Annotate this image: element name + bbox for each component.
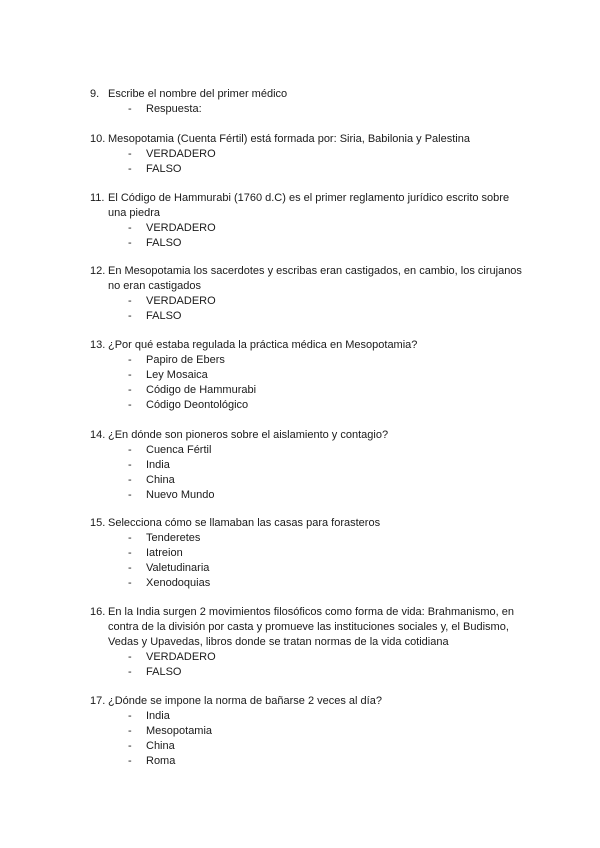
question-14 xyxy=(90,428,530,503)
question-number: 15. xyxy=(90,517,106,529)
option-text: VERDADERO xyxy=(146,222,216,234)
option-text: VERDADERO xyxy=(146,651,216,663)
question-17 xyxy=(90,694,530,769)
option-text: China xyxy=(146,740,175,752)
question-text-continued: una piedra xyxy=(108,207,160,219)
option-text: India xyxy=(146,459,170,471)
question-11 xyxy=(90,191,530,251)
bullet-dash: - xyxy=(128,369,132,381)
question-text: En la India surgen 2 movimientos filosóficos como forma de vida: Brahmanismo, en xyxy=(108,606,514,618)
bullet-dash: - xyxy=(128,222,132,234)
bullet-dash: - xyxy=(128,399,132,411)
bullet-dash: - xyxy=(128,651,132,663)
option-text: VERDADERO xyxy=(146,295,216,307)
question-text: ¿En dónde son pioneros sobre el aislamiento y contagio? xyxy=(108,429,389,441)
option xyxy=(90,724,530,739)
bullet-dash: - xyxy=(128,163,132,175)
question-12 xyxy=(90,264,530,324)
option xyxy=(90,353,530,368)
option xyxy=(90,443,530,458)
option xyxy=(90,383,530,398)
option xyxy=(90,368,530,383)
option-text: Código de Hammurabi xyxy=(146,384,257,396)
question-number: 14. xyxy=(90,429,106,441)
bullet-dash: - xyxy=(128,354,132,366)
bullet-dash: - xyxy=(128,547,132,559)
option xyxy=(90,739,530,754)
option xyxy=(90,650,530,665)
option-text: Nuevo Mundo xyxy=(146,489,215,501)
bullet-dash: - xyxy=(128,666,132,678)
option xyxy=(90,561,530,576)
question-text: Selecciona cómo se llamaban las casas para forasteros xyxy=(108,517,381,529)
question-number: 17. xyxy=(90,695,106,707)
option-text: Papiro de Ebers xyxy=(146,354,225,366)
bullet-dash: - xyxy=(128,295,132,307)
question-number: 10. xyxy=(90,133,106,145)
option-text: Xenodoquias xyxy=(146,577,211,589)
question-9 xyxy=(90,87,530,117)
option xyxy=(90,576,530,591)
bullet-dash: - xyxy=(128,740,132,752)
bullet-dash: - xyxy=(128,474,132,486)
question-10 xyxy=(90,132,530,177)
option-text: Ley Mosaica xyxy=(146,369,208,381)
question-text: El Código de Hammurabi (1760 d.C) es el primer reglamento jurídico escrito sobre xyxy=(108,192,510,204)
question-number: 12. xyxy=(90,265,106,277)
option xyxy=(90,709,530,724)
option-text: FALSO xyxy=(146,310,182,322)
bullet-dash: - xyxy=(128,489,132,501)
option xyxy=(90,531,530,546)
bullet-dash: - xyxy=(128,577,132,589)
question-number: 9. xyxy=(90,88,100,100)
option-text: Cuenca Fértil xyxy=(146,444,212,456)
question-13 xyxy=(90,338,530,413)
option xyxy=(90,294,530,309)
question-16 xyxy=(90,605,530,680)
question-text-continued: contra de la división por casta y promueve las instituciones sociales y, el Budismo, xyxy=(108,621,509,633)
option xyxy=(90,473,530,488)
option xyxy=(90,309,530,324)
question-15 xyxy=(90,516,530,591)
option-text: Roma xyxy=(146,755,176,767)
option-text: Iatreion xyxy=(146,547,183,559)
option-text: Código Deontológico xyxy=(146,399,249,411)
question-text: Escribe el nombre del primer médico xyxy=(108,88,288,100)
option-text: Respuesta: xyxy=(146,103,202,115)
question-number: 11. xyxy=(90,192,105,204)
option xyxy=(90,665,530,680)
bullet-dash: - xyxy=(128,444,132,456)
option xyxy=(90,458,530,473)
question-text-continued: no eran castigados xyxy=(108,280,201,292)
bullet-dash: - xyxy=(128,459,132,471)
bullet-dash: - xyxy=(128,310,132,322)
bullet-dash: - xyxy=(128,562,132,574)
option xyxy=(90,546,530,561)
bullet-dash: - xyxy=(128,103,132,115)
option xyxy=(90,221,530,236)
question-text: Mesopotamia (Cuenta Fértil) está formada por: Siria, Babilonia y Palestina xyxy=(108,133,470,145)
option-text: FALSO xyxy=(146,666,182,678)
bullet-dash: - xyxy=(128,237,132,249)
bullet-dash: - xyxy=(128,755,132,767)
question-number: 16. xyxy=(90,606,106,618)
bullet-dash: - xyxy=(128,148,132,160)
option-text: China xyxy=(146,474,175,486)
option xyxy=(90,102,530,117)
option-text: Tenderetes xyxy=(146,532,201,544)
bullet-dash: - xyxy=(128,725,132,737)
question-text: En Mesopotamia los sacerdotes y escribas eran castigados, en cambio, los cirujanos xyxy=(108,265,522,277)
bullet-dash: - xyxy=(128,532,132,544)
option-text: FALSO xyxy=(146,163,182,175)
option-text: VERDADERO xyxy=(146,148,216,160)
question-text-continued: Vedas y Upavedas, libros donde se tratan normas de la vida cotidiana xyxy=(108,636,449,648)
bullet-dash: - xyxy=(128,384,132,396)
option xyxy=(90,398,530,413)
question-number: 13. xyxy=(90,339,106,351)
option xyxy=(90,162,530,177)
question-text: ¿Por qué estaba regulada la práctica médica en Mesopotamia? xyxy=(108,339,418,351)
option xyxy=(90,754,530,769)
option-text: FALSO xyxy=(146,237,182,249)
option-text: India xyxy=(146,710,170,722)
option xyxy=(90,236,530,251)
option xyxy=(90,488,530,503)
question-text: ¿Dónde se impone la norma de bañarse 2 veces al día? xyxy=(108,695,382,707)
option-text: Mesopotamia xyxy=(146,725,213,737)
option-text: Valetudinaria xyxy=(146,562,210,574)
option xyxy=(90,147,530,162)
bullet-dash: - xyxy=(128,710,132,722)
